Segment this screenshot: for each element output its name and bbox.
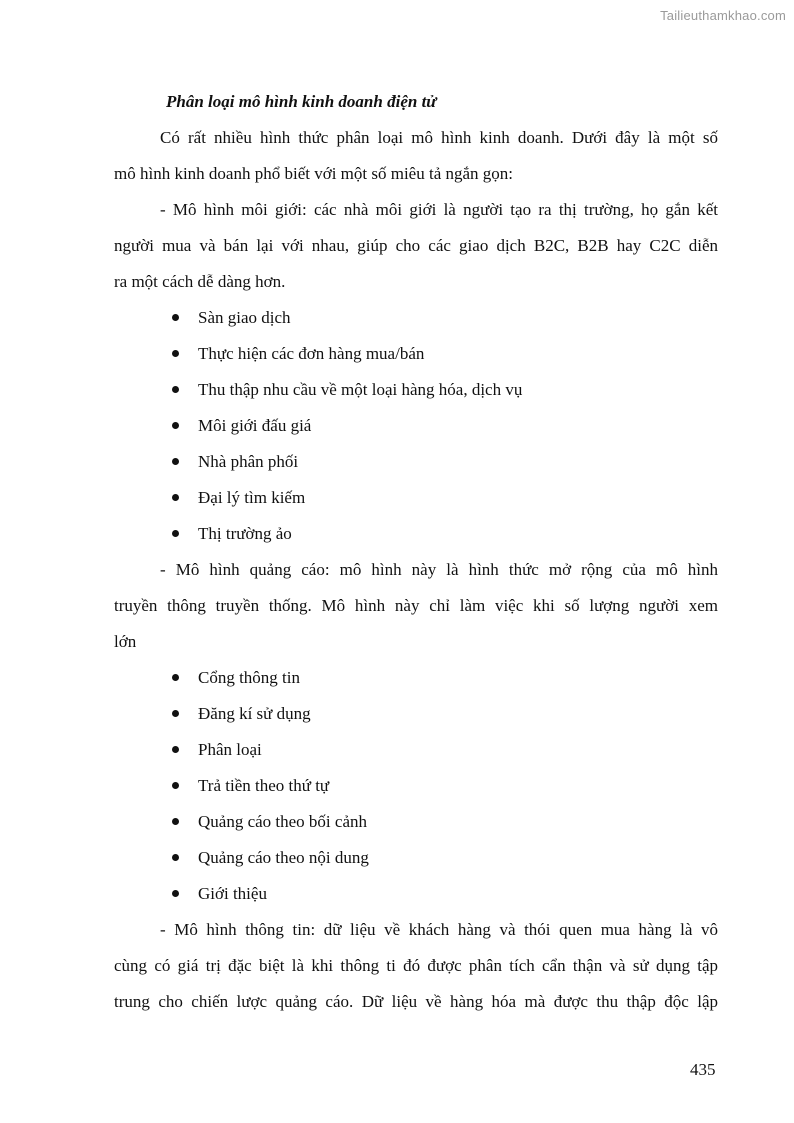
bullet-icon [172, 530, 179, 537]
bullet-icon [172, 386, 179, 393]
list-item: Phân loại [114, 732, 718, 768]
bullet-icon [172, 890, 179, 897]
list-item: Trả tiền theo thứ tự [114, 768, 718, 804]
document-body [114, 84, 718, 1020]
list-item: Nhà phân phối [114, 444, 718, 480]
paragraph-line: mô hình kinh doanh phổ biết với một số miêu tả ngắn gọn: [114, 164, 514, 183]
bullet-icon [172, 818, 179, 825]
bullet-icon [172, 782, 179, 789]
list-item: Giới thiệu [114, 876, 718, 912]
paragraph-line: - Mô hình quảng cáo: mô hình này là hình thức mở rộng của mô hình [160, 560, 718, 579]
paragraph-line: Có rất nhiều hình thức phân loại mô hình kinh doanh. Dưới đây là một số [160, 128, 718, 147]
list-item: Thị trường ảo [114, 516, 718, 552]
watermark: Tailieuthamkhao.com [660, 8, 786, 23]
list-item: Môi giới đấu giá [114, 408, 718, 444]
paragraph-line: - Mô hình thông tin: dữ liệu về khách hàng và thói quen mua hàng là vô [160, 920, 718, 939]
bullet-icon [172, 674, 179, 681]
paragraph-line: - Mô hình môi giới: các nhà môi giới là người tạo ra thị trường, họ gắn kết [160, 200, 718, 219]
bullet-icon [172, 422, 179, 429]
bullet-icon [172, 494, 179, 501]
bullet-icon [172, 314, 179, 321]
paragraph-line: người mua và bán lại với nhau, giúp cho các giao dịch B2C, B2B hay C2C diễn [114, 236, 718, 255]
bullet-icon [172, 746, 179, 753]
list-item: Quảng cáo theo nội dung [114, 840, 718, 876]
list-item: Cổng thông tin [114, 660, 718, 696]
page-number: 435 [690, 1060, 716, 1079]
paragraph-line: lớn [114, 632, 137, 651]
list-item: Thực hiện các đơn hàng mua/bán [114, 336, 718, 372]
paragraph-line: trung cho chiến lược quảng cáo. Dữ liệu về hàng hóa mà được thu thập độc lập [114, 992, 718, 1011]
list-item: Quảng cáo theo bối cảnh [114, 804, 718, 840]
list-item: Đại lý tìm kiếm [114, 480, 718, 516]
section-heading: Phân loại mô hình kinh doanh điện tử [166, 92, 437, 111]
bullet-icon [172, 710, 179, 717]
paragraph-line: truyền thông truyền thống. Mô hình này chỉ làm việc khi số lượng người xem [114, 596, 718, 615]
list-item: Sàn giao dịch [114, 300, 718, 336]
paragraph-line: cùng có giá trị đặc biệt là khi thông ti đó được phân tích cẩn thận và sử dụng tập [114, 956, 718, 975]
paragraph-line: ra một cách dễ dàng hơn. [114, 272, 286, 291]
bullet-icon [172, 350, 179, 357]
list-item: Thu thập nhu cầu về một loại hàng hóa, dịch vụ [114, 372, 718, 408]
list-item: Đăng kí sử dụng [114, 696, 718, 732]
bullet-icon [172, 854, 179, 861]
bullet-icon [172, 458, 179, 465]
